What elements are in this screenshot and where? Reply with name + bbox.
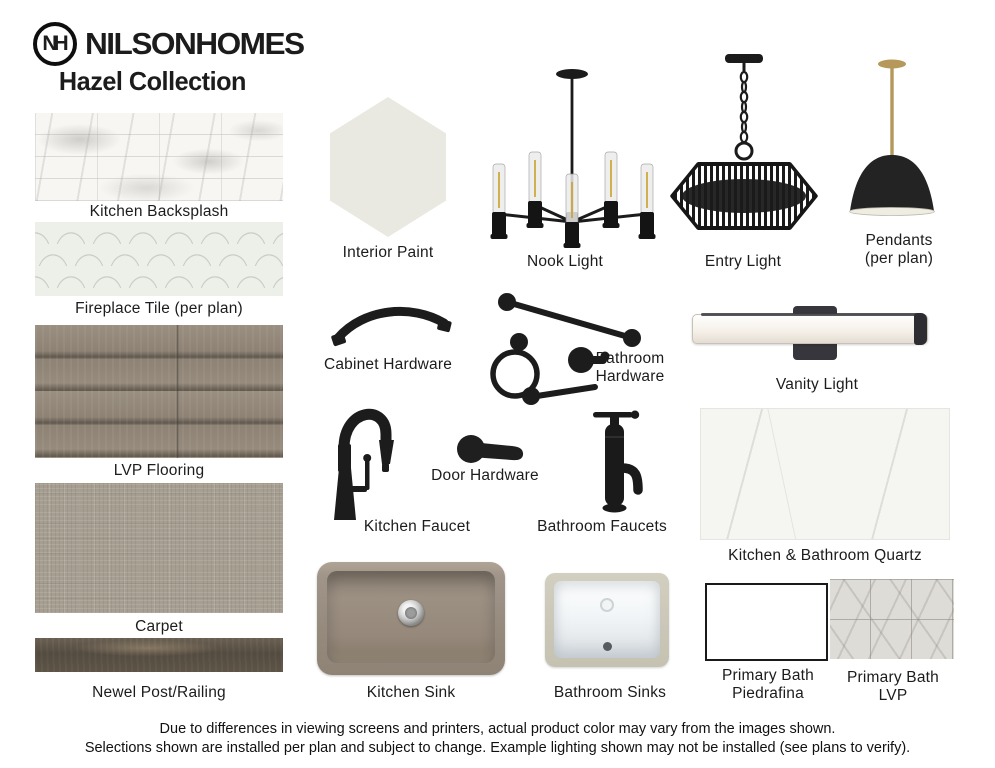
- kitchen-sink-drain: [398, 600, 424, 626]
- quartz-label: Kitchen & Bathroom Quartz: [728, 547, 922, 564]
- bathroom-sinks-label: Bathroom Sinks: [553, 684, 667, 701]
- kitchen-faucet-label: Kitchen Faucet: [363, 518, 471, 535]
- newel-post-label: Newel Post/Railing: [92, 684, 226, 701]
- pendants-label: [839, 232, 959, 269]
- vanity-light-end-cap: [914, 313, 927, 345]
- bathroom-hardware-label-line1: Bathroom: [595, 350, 665, 367]
- newel-post-swatch: [35, 638, 283, 672]
- fireplace-tile-label: Fireplace Tile (per plan): [75, 300, 243, 317]
- entry-light-image: [668, 52, 820, 238]
- nook-light-label: Nook Light: [526, 253, 604, 270]
- nh-monogram-icon: [33, 22, 77, 66]
- disclaimer-line1: Due to differences in viewing screens and printers, actual product color may vary from the images shown.: [159, 721, 836, 737]
- pendants-label-line1: Pendants: [865, 232, 933, 249]
- carpet-label: Carpet: [135, 618, 183, 635]
- kitchen-sink-label: Kitchen Sink: [366, 684, 456, 701]
- bathroom-sink-image: [545, 573, 669, 667]
- pendant-light-image: [843, 58, 941, 226]
- brand-name: NILSONHOMES: [85, 26, 304, 61]
- bathroom-hardware-label: [578, 350, 682, 387]
- primary-bath-lvp-label-line1: Primary Bath: [847, 669, 939, 686]
- bathroom-faucets-label: Bathroom Faucets: [537, 518, 667, 535]
- vanity-light-top-frame: [701, 313, 917, 316]
- carpet-swatch: [35, 483, 283, 613]
- kitchen-backsplash-label: Kitchen Backsplash: [89, 203, 229, 220]
- nook-light-image: [483, 66, 661, 250]
- pendants-label-line2: (per plan): [864, 250, 934, 268]
- bathroom-hardware-label-line2: Hardware: [595, 368, 665, 386]
- primary-bath-lvp-swatch: [830, 579, 954, 659]
- vanity-light-image: [692, 314, 928, 344]
- piedrafina-label-line2: Piedrafina: [732, 685, 804, 703]
- interior-paint-swatch: [330, 97, 446, 237]
- quartz-swatch: [700, 408, 950, 540]
- fireplace-tile-swatch: [35, 222, 283, 296]
- chain-links: [741, 72, 747, 142]
- door-hardware-label: Door Hardware: [431, 467, 539, 484]
- primary-bath-lvp-label-line2: LVP: [878, 687, 908, 705]
- disclaimer-line2: Selections shown are installed per plan and subject to change. Example lighting shown may not be installed (see plans to verify).: [84, 740, 911, 756]
- kitchen-backsplash-swatch: [35, 113, 283, 201]
- brand-logo: [33, 22, 304, 66]
- lvp-flooring-swatch: [35, 325, 283, 458]
- kitchen-sink-image: [317, 562, 505, 675]
- piedrafina-label: [703, 667, 833, 704]
- cabinet-hardware-label: Cabinet Hardware: [323, 356, 453, 373]
- bathroom-sink-drain: [603, 642, 612, 651]
- piedrafina-swatch: [705, 583, 828, 661]
- lvp-flooring-label: LVP Flooring: [113, 462, 205, 479]
- bathroom-hardware-image: [477, 288, 669, 408]
- piedrafina-label-line1: Primary Bath: [722, 667, 814, 684]
- bathroom-faucet-image: [586, 406, 644, 522]
- collection-title: Hazel Collection: [58, 66, 246, 96]
- vanity-light-label: Vanity Light: [775, 376, 859, 393]
- bathroom-sink-bowl: [554, 581, 660, 658]
- kitchen-sink-bowl: [327, 571, 495, 663]
- interior-paint-label: Interior Paint: [342, 244, 434, 261]
- nh-monogram-text: NH: [42, 32, 65, 55]
- entry-light-label: Entry Light: [704, 253, 782, 270]
- cabinet-pull-image: [328, 296, 454, 350]
- primary-bath-lvp-label: [832, 669, 954, 706]
- bathroom-sink-overflow: [600, 598, 614, 612]
- kitchen-faucet-image: [322, 398, 410, 520]
